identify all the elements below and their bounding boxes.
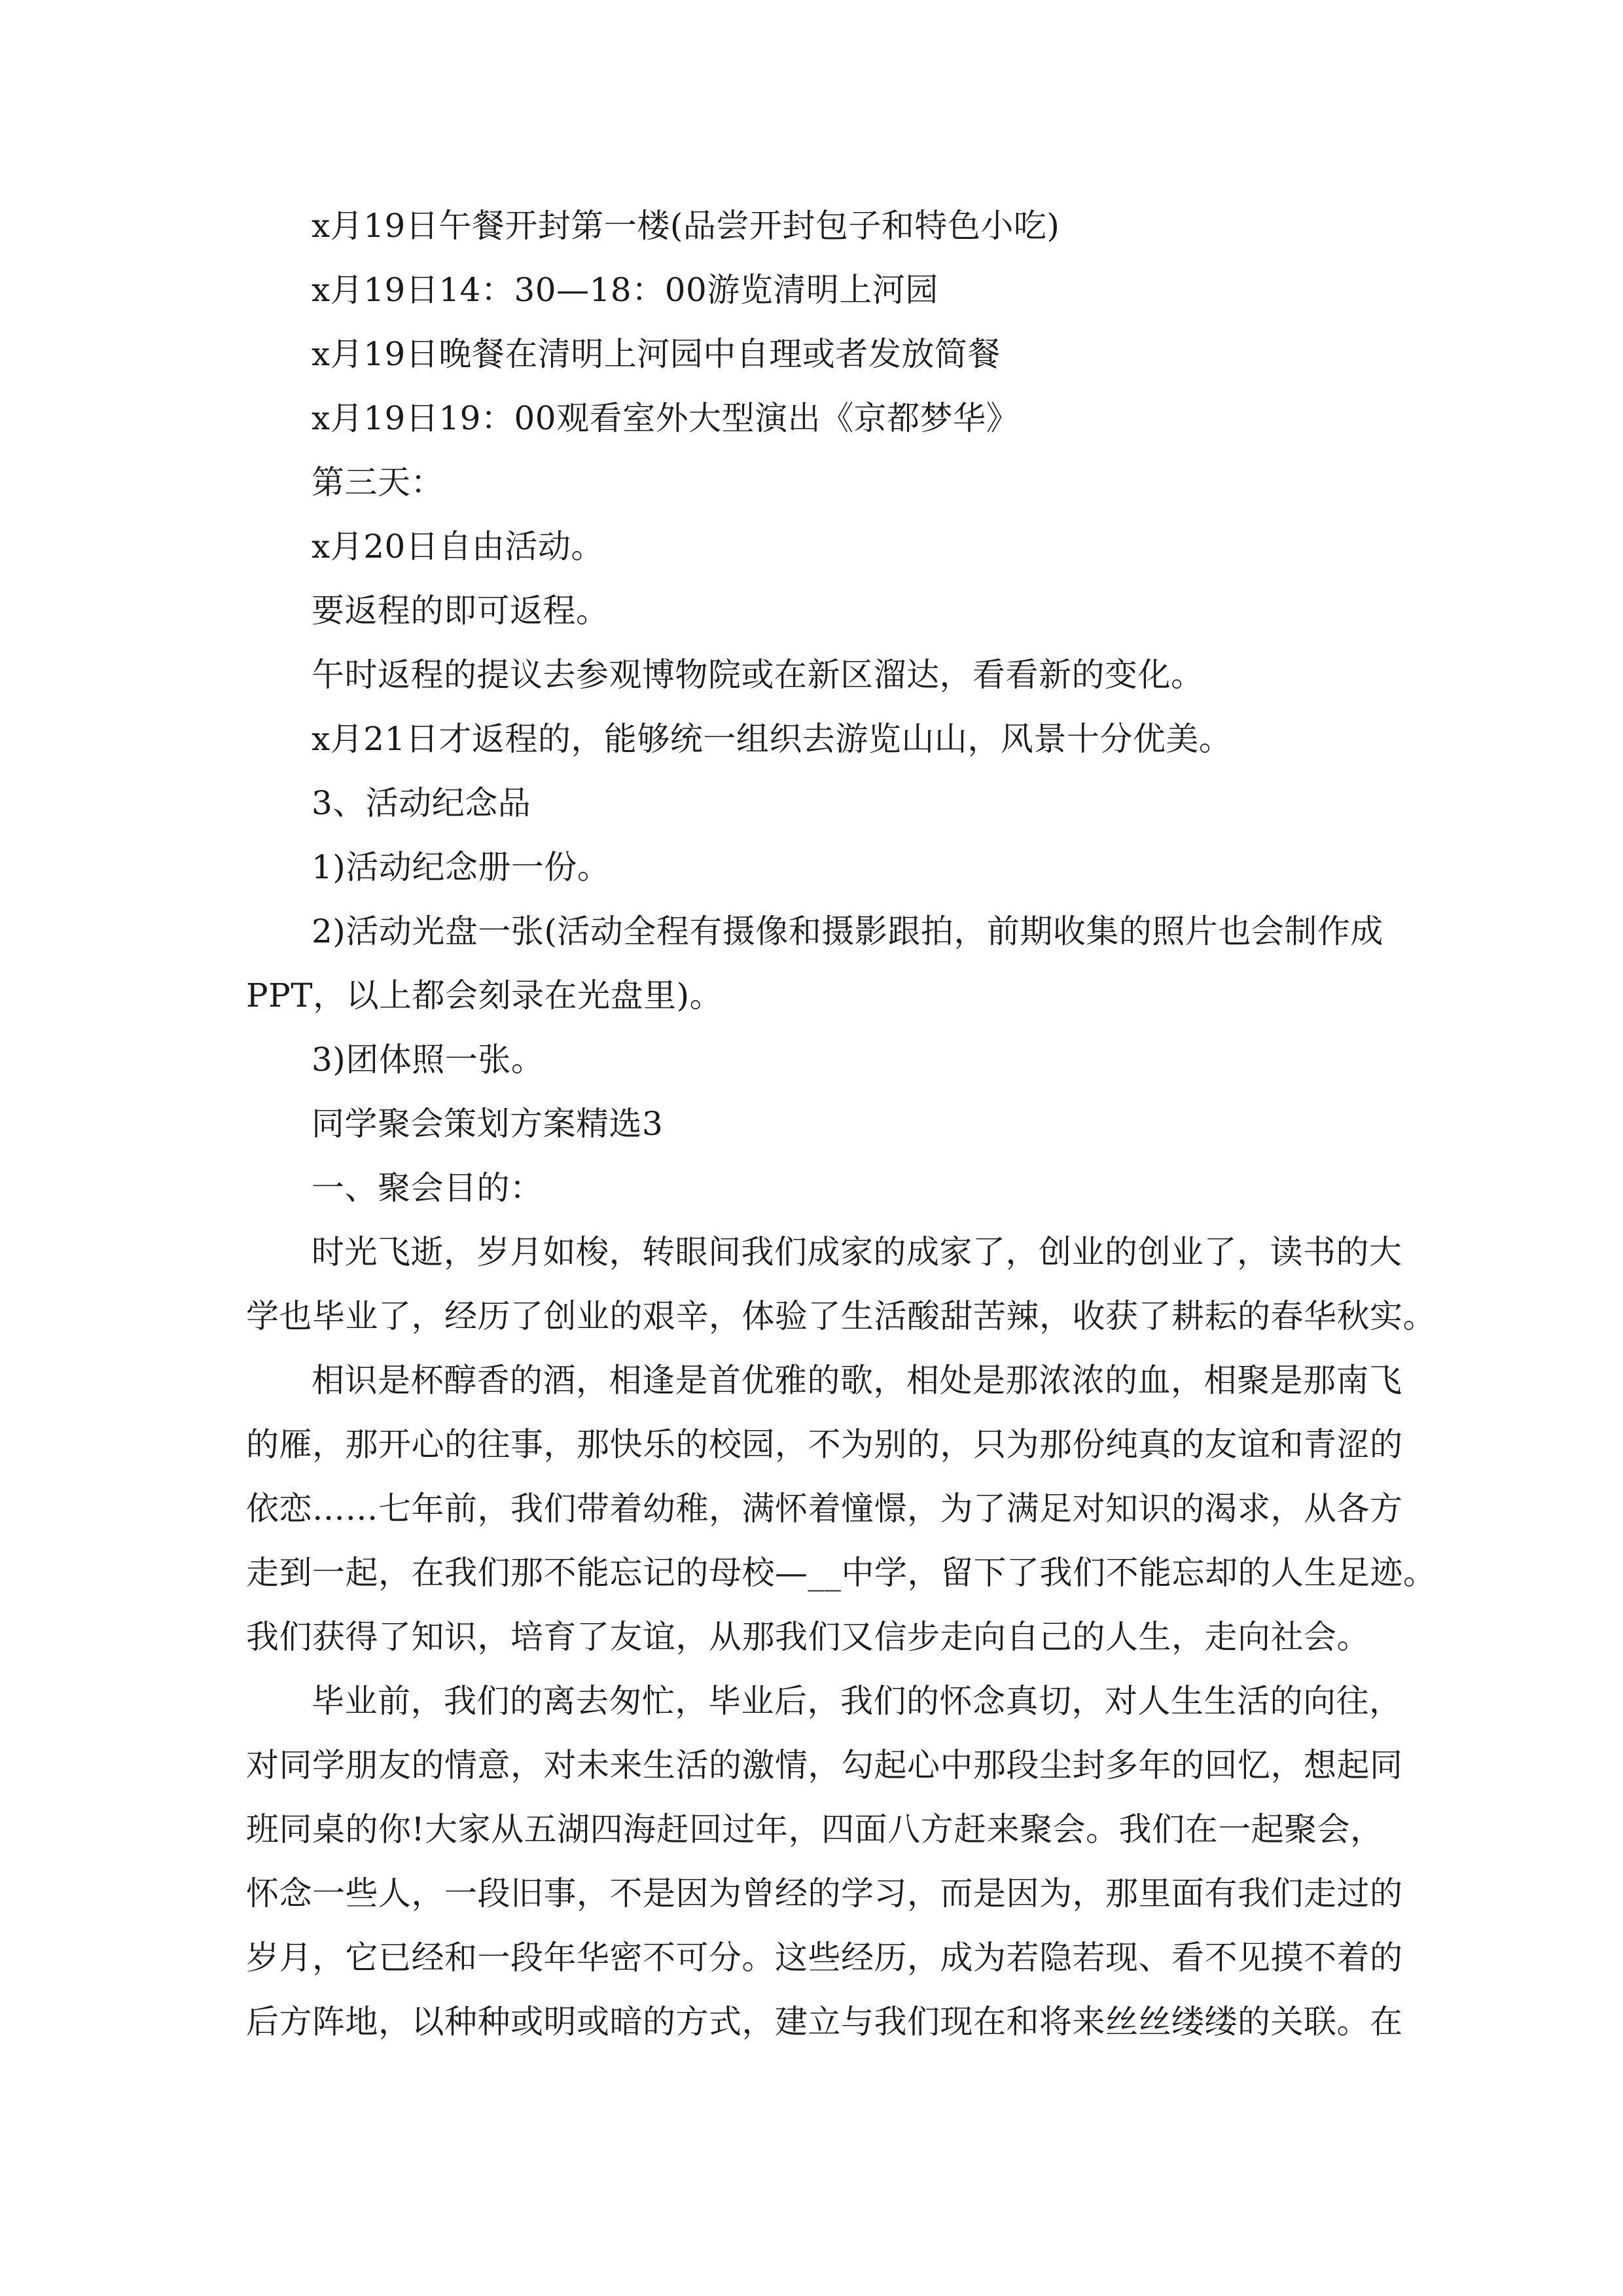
text-line: x月19日19：00观看室外大型演出《京都梦华》 — [312, 399, 1020, 437]
paragraph-line: 岁月，它已经和一段年华密不可分。这些经历，成为若隐若现、看不见摸不着的 — [246, 1939, 1403, 1977]
text-line: x月19日午餐开封第一楼(品尝开封包子和特色小吃) — [312, 207, 1060, 245]
paragraph-line: 对同学朋友的情意，对未来生活的激情，勾起心中那段尘封多年的回忆，想起同 — [246, 1746, 1403, 1784]
text-line: 要返程的即可返程。 — [312, 592, 609, 630]
paragraph-line: 怀念一些人，一段旧事，不是因为曾经的学习，而是因为，那里面有我们走过的 — [246, 1874, 1403, 1912]
paragraph-line: 毕业前，我们的离去匆忙，毕业后，我们的怀念真切，对人生生活的向往， — [312, 1682, 1402, 1720]
document-title: 同学聚会策划方案精选3 — [312, 1105, 664, 1143]
paragraph-line: 时光飞逝，岁月如梭，转眼间我们成家的成家了，创业的创业了，读书的大 — [312, 1233, 1402, 1271]
paragraph-line: 班同桌的你!大家从五湖四海赶回过年，四面八方赶来聚会。我们在一起聚会， — [246, 1810, 1383, 1848]
paragraph-line: 的雁，那开心的往事，那快乐的校园，不为别的，只为那份纯真的友谊和青涩的 — [246, 1426, 1403, 1463]
paragraph-line: 后方阵地，以种种或明或暗的方式，建立与我们现在和将来丝丝缕缕的关联。在 — [246, 2003, 1403, 2041]
text-line: 第三天： — [312, 463, 444, 501]
list-item: 2)活动光盘一张(活动全程有摄像和摄影跟拍，前期收集的照片也会制作成 — [312, 912, 1383, 950]
text-line: x月19日晚餐在清明上河园中自理或者发放简餐 — [312, 335, 1001, 373]
text-line: x月19日14：30—18：00游览清明上河园 — [312, 271, 938, 309]
paragraph-line: 学也毕业了，经历了创业的艰辛，体验了生活酸甜苦辣，收获了耕耘的春华秋实。 — [246, 1297, 1436, 1335]
paragraph-line: 走到一起，在我们那不能忘记的母校—__中学，留下了我们不能忘却的人生足迹。 — [246, 1554, 1436, 1592]
text-line: 午时返程的提议去参观博物院或在新区溜达，看看新的变化。 — [312, 656, 1204, 694]
text-line: PPT，以上都会刻录在光盘里)。 — [246, 977, 723, 1014]
paragraph-line: 我们获得了知识，培育了友谊，从那我们又信步走向自己的人生，走向社会。 — [246, 1618, 1370, 1656]
section-heading: 一、聚会目的： — [312, 1169, 543, 1207]
list-item: 3)团体照一张。 — [312, 1041, 544, 1079]
text-line: x月21日才返程的，能够统一组织去游览山山，风景十分优美。 — [312, 720, 1232, 758]
section-heading: 3、活动纪念品 — [312, 784, 531, 822]
paragraph-line: 依恋……七年前，我们带着幼稚，满怀着憧憬，为了满足对知识的渴求，从各方 — [246, 1490, 1403, 1528]
text-line: x月20日自由活动。 — [312, 528, 604, 565]
list-item: 1)活动纪念册一份。 — [312, 848, 611, 886]
paragraph-line: 相识是杯醇香的酒，相逢是首优雅的歌，相处是那浓浓的血，相聚是那南飞 — [312, 1361, 1402, 1399]
